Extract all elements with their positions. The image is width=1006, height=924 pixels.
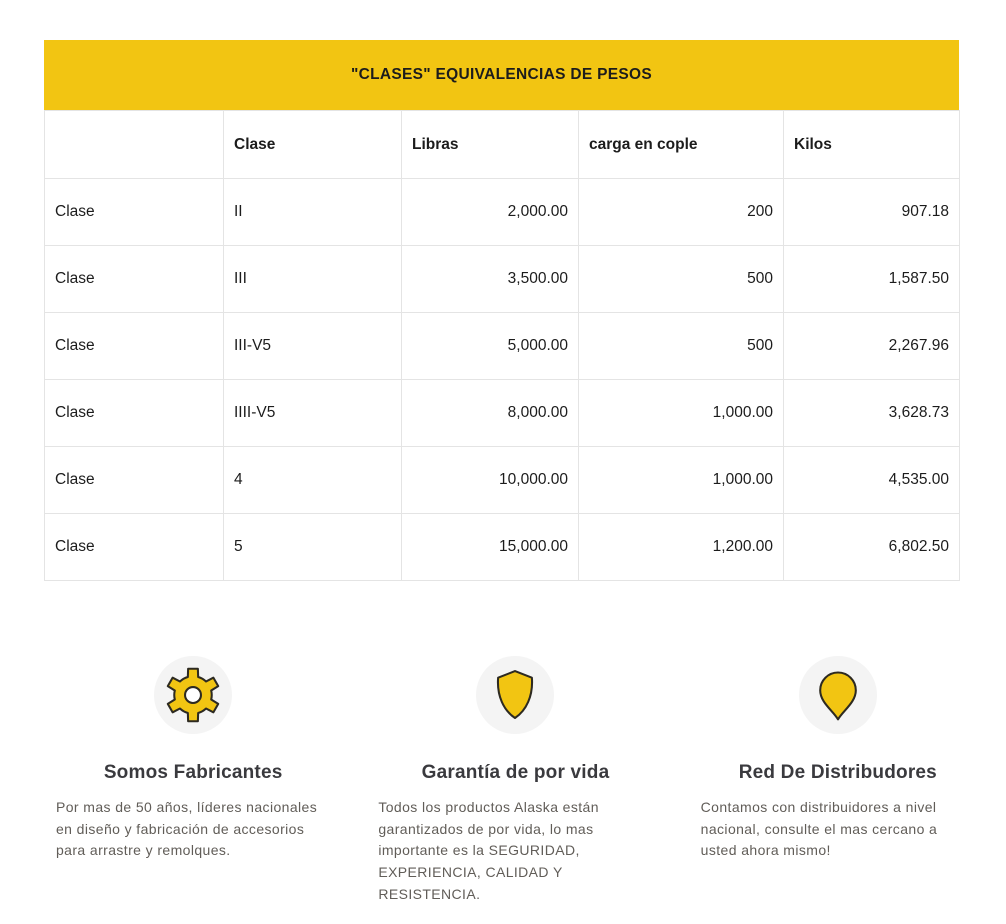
clase-cell: III-V5 (224, 313, 402, 380)
row-label-cell: Clase (45, 514, 224, 581)
table-title: "CLASES" EQUIVALENCIAS DE PESOS (44, 40, 959, 110)
kilos-cell: 1,587.50 (784, 246, 960, 313)
carga-cell: 200 (579, 179, 784, 246)
table-row (45, 313, 960, 380)
feature-title: Garantía de por vida (421, 762, 610, 783)
clase-cell: III (224, 246, 402, 313)
libras-cell: 5,000.00 (402, 313, 579, 380)
clase-cell: 5 (224, 514, 402, 581)
header-libras: Libras (402, 111, 579, 179)
row-label-cell: Clase (45, 246, 224, 313)
libras-cell: 15,000.00 (402, 514, 579, 581)
kilos-cell: 4,535.00 (784, 447, 960, 514)
kilos-cell: 3,628.73 (784, 380, 960, 447)
feature-title: Red De Distribudores (738, 762, 937, 783)
feature-text: Todos los productos Alaska están garantizados de por vida, lo mas importante es la SEGURIDAD, EXPERIENCIA, CALIDAD Y RESISTENCIA. (378, 799, 599, 902)
libras-cell: 3,500.00 (402, 246, 579, 313)
carga-cell: 1,000.00 (579, 447, 784, 514)
table-row (45, 514, 960, 581)
header-carga: carga en cople (579, 111, 784, 179)
clase-cell: 4 (224, 447, 402, 514)
carga-cell: 1,200.00 (579, 514, 784, 581)
libras-cell: 8,000.00 (402, 380, 579, 447)
header-empty (45, 111, 224, 179)
feature-garantia (354, 648, 676, 905)
clase-cell: IIII-V5 (224, 380, 402, 447)
kilos-cell: 2,267.96 (784, 313, 960, 380)
header-kilos: Kilos (784, 111, 960, 179)
features-section (32, 648, 999, 905)
row-label-cell: Clase (45, 179, 224, 246)
table-row (45, 246, 960, 313)
row-label-cell: Clase (45, 313, 224, 380)
carga-cell: 500 (579, 246, 784, 313)
row-label-cell: Clase (45, 380, 224, 447)
table-header-row (45, 111, 960, 179)
table-row (45, 447, 960, 514)
gear-icon (154, 656, 232, 734)
header-clase: Clase (224, 111, 402, 179)
table-row (45, 179, 960, 246)
carga-cell: 500 (579, 313, 784, 380)
libras-cell: 10,000.00 (402, 447, 579, 514)
weights-table-section (44, 40, 959, 581)
feature-text: Contamos con distribuidores a nivel nacional, consulte el mas cercano a usted ahora mismo! (700, 799, 938, 859)
row-label-cell: Clase (45, 447, 224, 514)
feature-title: Somos Fabricantes (103, 762, 283, 783)
shield-icon (476, 656, 554, 734)
feature-text: Por mas de 50 años, líderes nacionales en diseño y fabricación de accesorios para arrastre y remolques. (56, 799, 318, 859)
clase-cell: II (224, 179, 402, 246)
kilos-cell: 6,802.50 (784, 514, 960, 581)
feature-fabricantes (32, 648, 354, 905)
table-row (45, 380, 960, 447)
kilos-cell: 907.18 (784, 179, 960, 246)
map-pin-icon (799, 656, 877, 734)
weights-table (44, 110, 960, 581)
libras-cell: 2,000.00 (402, 179, 579, 246)
carga-cell: 1,000.00 (579, 380, 784, 447)
feature-distribuidores (677, 648, 999, 905)
